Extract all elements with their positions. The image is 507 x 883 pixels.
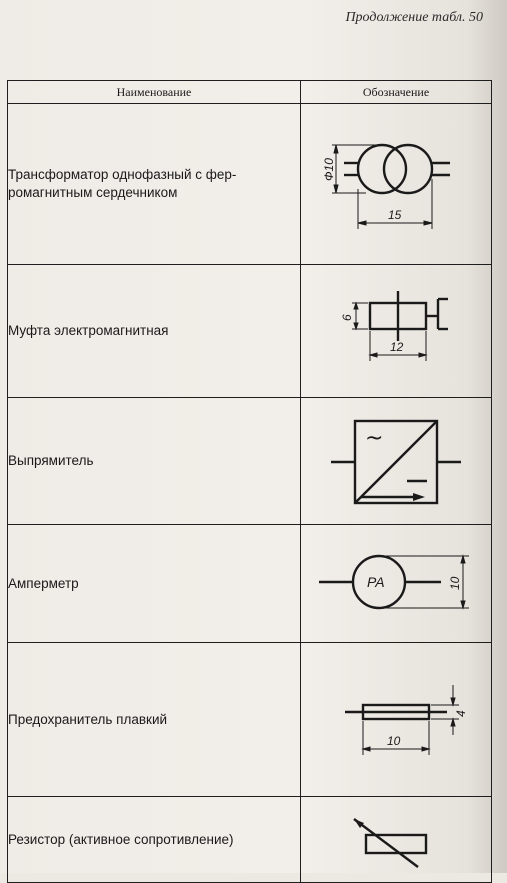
table-row xyxy=(8,643,492,797)
row-symbol-cell xyxy=(301,265,492,398)
row-symbol-cell xyxy=(301,104,492,265)
variable-resistor-symbol-icon xyxy=(326,805,466,875)
table-row xyxy=(8,265,492,398)
row-symbol-cell xyxy=(301,525,492,643)
row-symbol-cell xyxy=(301,797,492,883)
rectifier-symbol-icon xyxy=(321,411,471,511)
transformer-symbol-icon xyxy=(322,129,466,239)
dimension-label: 6 xyxy=(340,314,354,321)
table-row xyxy=(8,398,492,525)
row-symbol-cell xyxy=(301,643,492,797)
row-symbol-cell xyxy=(301,398,492,525)
table-header-row xyxy=(8,81,492,104)
dimension-label: 12 xyxy=(390,340,404,354)
row-name: Муфта электромагнитная xyxy=(8,265,301,398)
ammeter-symbol-icon xyxy=(311,544,481,624)
table-row xyxy=(8,797,492,883)
table-row xyxy=(8,104,492,265)
table-row xyxy=(8,525,492,643)
dimension-label: 4 xyxy=(454,709,468,717)
electromagnetic-clutch-symbol-icon xyxy=(326,281,466,381)
row-name: Резистор (активное сопротивление) xyxy=(8,797,301,883)
row-name: Выпрямитель xyxy=(8,398,301,525)
column-header-name: Наименование xyxy=(8,81,301,104)
dimension-label: Ф10 xyxy=(322,158,336,181)
ammeter-label: PA xyxy=(367,573,385,590)
continuation-caption: Продолжение табл. 50 xyxy=(345,10,483,25)
column-header-symbol: Обозначение xyxy=(301,81,492,104)
symbols-table xyxy=(7,80,492,883)
dimension-label: 10 xyxy=(387,733,401,748)
tilde-mark: ~ xyxy=(365,426,384,451)
row-name: Трансформатор однофазный с фер-ромагнитным сердечником xyxy=(8,104,301,265)
row-name: Предохранитель плавкий xyxy=(8,643,301,797)
dimension-label: 15 xyxy=(388,208,402,222)
dimension-label: 10 xyxy=(448,576,462,590)
fuse-symbol-icon xyxy=(321,675,471,765)
row-name: Амперметр xyxy=(8,525,301,643)
